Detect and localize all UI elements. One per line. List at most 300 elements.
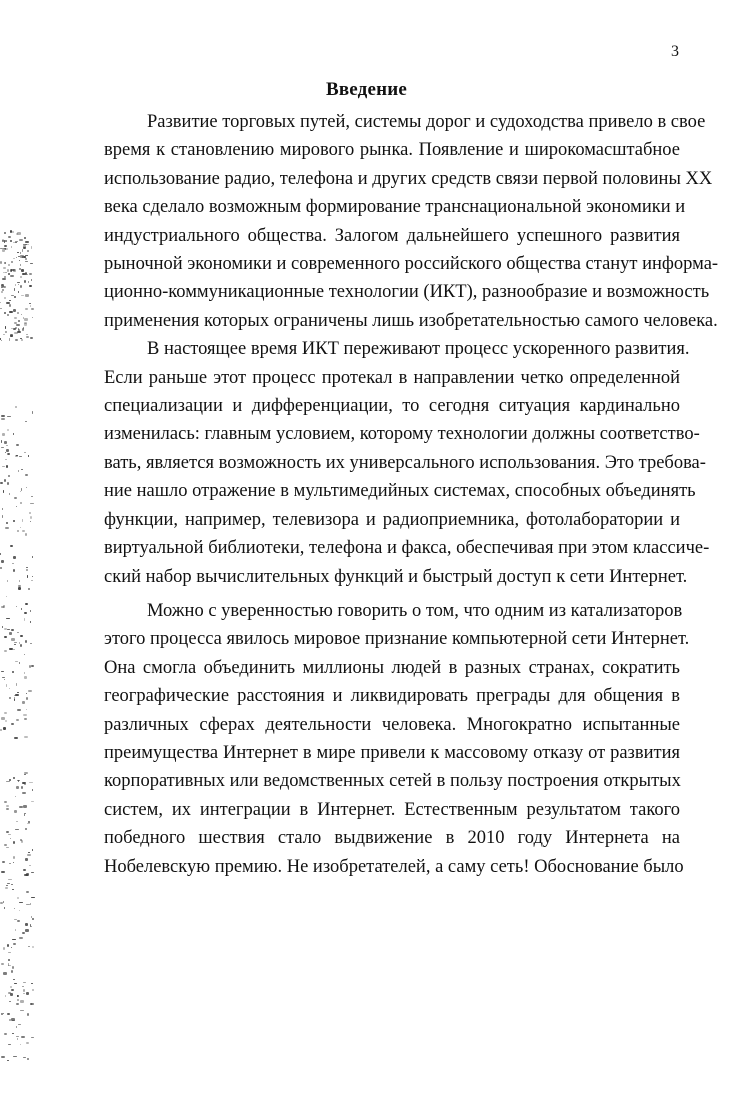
scan-speckle — [26, 709, 27, 711]
scan-speckle — [3, 267, 6, 268]
scan-speckle — [25, 294, 29, 297]
scan-speckle — [15, 406, 17, 408]
scan-speckle — [11, 989, 14, 991]
scan-speckle — [31, 1003, 35, 1005]
scan-speckle — [25, 533, 27, 536]
scan-speckle — [24, 676, 28, 679]
scan-speckle — [24, 736, 28, 738]
scan-speckle — [13, 856, 16, 859]
text-line: корпоративных или ведомственных сетей в пользу построения открытых — [104, 771, 681, 792]
scan-speckle — [24, 784, 26, 785]
scan-speckle — [7, 1060, 9, 1062]
scan-speckle — [7, 629, 11, 631]
body-text — [104, 108, 719, 881]
scan-speckle — [18, 320, 20, 323]
scan-speckle — [32, 556, 34, 558]
scan-speckle — [9, 863, 11, 864]
scan-speckle — [31, 496, 33, 497]
scan-speckle — [8, 264, 11, 266]
scan-speckle — [5, 720, 7, 721]
scan-speckle — [10, 838, 11, 839]
scan-speckle — [30, 610, 32, 612]
scan-speckle — [20, 502, 23, 504]
scan-speckle — [30, 621, 31, 623]
scan-speckle — [30, 516, 32, 519]
scan-speckle — [3, 947, 5, 949]
scan-speckle — [20, 1044, 21, 1045]
scan-speckle — [6, 522, 8, 524]
scan-speckle — [17, 999, 18, 1002]
scan-speckle — [16, 719, 19, 722]
text-line: время к становлению мирового рынка. Появление и широкомасштабное — [104, 140, 680, 161]
scan-speckle — [13, 777, 16, 778]
scan-speckle — [24, 672, 25, 674]
scan-speckle — [32, 576, 33, 578]
scan-speckle — [23, 805, 27, 808]
scan-speckle — [18, 1024, 21, 1025]
scan-speckle — [12, 563, 14, 564]
scan-speckle — [5, 272, 7, 274]
scan-speckle — [17, 709, 21, 711]
scan-speckle — [17, 897, 19, 899]
scan-speckle — [27, 1058, 29, 1060]
scan-speckle — [3, 605, 4, 608]
scan-speckle — [23, 982, 26, 983]
scan-speckle — [16, 506, 18, 507]
text-line: этого процесса явилось мировое признание компьютерной сети Интернет. — [104, 629, 690, 650]
scan-speckle — [0, 482, 3, 484]
scan-speckle — [3, 727, 6, 730]
scan-speckle — [28, 455, 29, 457]
scan-speckle — [26, 697, 28, 700]
scan-speckle — [0, 261, 2, 263]
scan-speckle — [7, 482, 9, 485]
scan-speckle — [22, 519, 23, 522]
scan-speckle — [19, 456, 22, 457]
scan-speckle — [28, 690, 31, 693]
scan-speckle — [20, 264, 21, 266]
scan-speckle — [23, 993, 25, 994]
scan-speckle — [1, 284, 4, 286]
scan-speckle — [13, 943, 17, 945]
scan-speckle — [5, 459, 7, 461]
scan-speckle — [32, 411, 33, 414]
paragraph-3 — [104, 597, 690, 881]
scan-speckle — [10, 230, 12, 233]
scan-speckle — [14, 296, 16, 298]
scan-speckle — [24, 452, 26, 453]
scan-speckle — [0, 729, 2, 731]
scan-speckle — [14, 695, 16, 696]
scan-speckle — [32, 946, 35, 947]
scan-edge-artifacts — [0, 0, 40, 1100]
scan-speckle — [12, 1020, 15, 1021]
scan-speckle — [15, 929, 17, 931]
scan-speckle — [18, 329, 21, 332]
scan-speckle — [21, 295, 24, 296]
scan-speckle — [6, 618, 10, 620]
scan-speckle — [26, 873, 30, 875]
scan-speckle — [28, 281, 29, 283]
scan-speckle — [32, 989, 35, 992]
scan-speckle — [31, 1037, 34, 1038]
scan-speckle — [12, 889, 14, 890]
scan-speckle — [13, 520, 16, 522]
scan-speckle — [12, 966, 15, 969]
scan-speckle — [2, 278, 6, 280]
scan-speckle — [7, 416, 11, 417]
scan-speckle — [11, 723, 14, 725]
scan-speckle — [31, 926, 32, 928]
scan-speckle — [20, 1000, 24, 1003]
scan-speckle — [21, 269, 24, 272]
scan-speckle — [26, 336, 30, 338]
scan-speckle — [21, 314, 22, 315]
scan-speckle — [16, 606, 17, 608]
scan-speckle — [25, 474, 28, 476]
scan-speckle — [7, 1013, 10, 1015]
scan-speckle — [14, 642, 17, 644]
scan-speckle — [27, 823, 30, 824]
scan-speckle — [15, 339, 19, 341]
scan-speckle — [10, 986, 12, 988]
scan-speckle — [24, 718, 26, 720]
scan-speckle — [9, 338, 10, 341]
scan-speckle — [13, 328, 16, 330]
text-line: ский набор вычислительных функций и быстрый доступ к сети Интернет. — [104, 566, 688, 587]
scan-speckle — [27, 250, 29, 252]
scan-speckle — [15, 242, 17, 243]
scan-speckle — [14, 908, 15, 909]
section-title: Введение — [325, 79, 408, 100]
scan-speckle — [9, 311, 13, 313]
scan-speckle — [13, 1056, 16, 1057]
scan-speckle — [14, 332, 18, 334]
scan-speckle — [15, 284, 16, 286]
scan-speckle — [16, 786, 19, 789]
scan-speckle — [22, 249, 24, 252]
scan-speckle — [24, 774, 26, 775]
scan-speckle — [4, 312, 6, 315]
scan-speckle — [31, 308, 34, 310]
scan-speckle — [24, 612, 27, 614]
scan-speckle — [13, 309, 17, 312]
scan-speckle — [2, 861, 5, 862]
scan-speckle — [4, 297, 6, 299]
scan-speckle — [19, 806, 23, 808]
scan-speckle — [26, 992, 30, 995]
scan-speckle — [19, 910, 20, 911]
scan-speckle — [31, 801, 34, 802]
scan-speckle — [1, 871, 5, 873]
scan-speckle — [7, 883, 10, 884]
scan-speckle — [12, 671, 15, 673]
scan-speckle — [2, 515, 3, 518]
scan-speckle — [11, 328, 13, 330]
scan-speckle — [25, 272, 27, 275]
scan-speckle — [31, 897, 35, 898]
scan-speckle — [8, 475, 10, 477]
scan-speckle — [3, 334, 5, 335]
scan-speckle — [7, 580, 8, 583]
scan-speckle — [9, 493, 11, 496]
scan-speckle — [16, 1003, 19, 1005]
scan-speckle — [13, 862, 14, 863]
scan-speckle — [17, 692, 20, 693]
scan-speckle — [8, 1044, 11, 1045]
scan-speckle — [26, 567, 28, 568]
scan-speckle — [17, 1038, 18, 1041]
scan-speckle — [2, 289, 4, 290]
scan-speckle — [25, 923, 28, 926]
scan-speckle — [5, 262, 6, 264]
scan-speckle — [23, 869, 26, 871]
scan-speckle — [22, 792, 26, 794]
scan-speckle — [9, 1001, 10, 1002]
scan-speckle — [23, 1057, 26, 1059]
scan-speckle — [19, 642, 20, 644]
scan-speckle — [0, 302, 1, 303]
scan-speckle — [23, 714, 27, 716]
text-line: В настоящее время ИКТ переживают процесс ускоренного развития. — [147, 339, 690, 360]
scan-speckle — [9, 648, 13, 650]
scan-speckle — [15, 661, 18, 662]
scan-speckle — [16, 324, 19, 326]
text-line: вать, является возможность их универсального использования. Это требова- — [104, 452, 706, 473]
scan-speckle — [13, 433, 14, 435]
scan-speckle — [5, 527, 9, 529]
text-line: Если раньше этот процесс протекал в направлении четко определенной — [104, 367, 680, 388]
scan-speckle — [24, 322, 27, 324]
scan-speckle — [22, 530, 24, 532]
scan-speckle — [32, 789, 33, 791]
scan-speckle — [24, 813, 26, 814]
scan-speckle — [14, 983, 17, 984]
text-line: века сделало возможным формирование транснациональной экономики и — [104, 197, 686, 218]
scan-speckle — [7, 453, 10, 454]
scan-speckle — [16, 444, 19, 446]
text-line: специализации и дифференциации, то сегодня ситуация кардинально — [104, 396, 680, 417]
scan-speckle — [17, 632, 19, 634]
scan-speckle — [25, 828, 27, 831]
scan-speckle — [13, 569, 15, 572]
scan-speckle — [13, 979, 15, 981]
scan-speckle — [28, 852, 31, 853]
scan-speckle — [22, 328, 24, 331]
text-line: использование радио, телефона и других средств связи первой половины XX — [104, 168, 713, 189]
scan-speckle — [24, 814, 25, 816]
scan-speckle — [25, 241, 29, 243]
scan-speckle — [14, 737, 18, 739]
scan-speckle — [21, 608, 22, 610]
scan-speckle — [29, 782, 33, 783]
scan-speckle — [31, 665, 34, 667]
scan-speckle — [4, 907, 5, 910]
text-line: функции, например, телевизора и радиоприемника, фотолаборатории и — [104, 509, 680, 530]
scan-speckle — [3, 972, 7, 975]
scan-speckle — [7, 944, 9, 946]
scan-speckle — [17, 312, 20, 314]
scan-speckle — [28, 946, 30, 948]
scan-speckle — [19, 580, 20, 582]
text-line: виртуальной библиотеки, телефона и факса, обеспечивая при этом классиче- — [104, 538, 710, 559]
scan-speckle — [26, 1042, 29, 1044]
scan-speckle — [18, 780, 19, 782]
text-line: преимущества Интернет в мире привели к массовому отказу от развития — [104, 742, 680, 763]
scan-speckle — [32, 317, 33, 319]
scan-speckle — [15, 796, 17, 797]
scan-speckle — [23, 989, 25, 991]
scan-speckle — [19, 662, 20, 664]
scan-speckle — [11, 629, 14, 631]
text-line: систем, их интеграции в Интернет. Естественным результатом такого — [104, 799, 680, 820]
scan-speckle — [1, 717, 5, 720]
scan-speckle — [20, 1010, 24, 1011]
scan-speckle — [20, 252, 21, 254]
scan-speckle — [17, 995, 19, 997]
scan-speckle — [4, 1033, 7, 1035]
scan-speckle — [0, 553, 1, 555]
scan-speckle — [26, 487, 27, 489]
scan-speckle — [20, 338, 22, 340]
scan-speckle — [14, 288, 15, 291]
scan-speckle — [22, 701, 25, 704]
text-line: ционно-коммуникационные технологии (ИКТ), разнообразие и возможность — [104, 282, 710, 303]
scan-speckle — [4, 712, 7, 714]
scan-speckle — [25, 640, 27, 643]
scan-speckle — [4, 248, 7, 250]
scan-speckle — [6, 805, 9, 807]
text-line: изменилась: главным условием, которому технологии должны соответство- — [104, 424, 700, 445]
scan-speckle — [26, 891, 29, 893]
scan-speckle — [26, 693, 27, 694]
scan-speckle — [12, 1033, 14, 1034]
scan-speckle — [5, 995, 7, 998]
scan-speckle — [24, 618, 26, 620]
scan-speckle — [7, 269, 9, 272]
scan-speckle — [4, 232, 6, 234]
scan-speckle — [18, 587, 22, 590]
scan-speckle — [27, 575, 29, 578]
scan-speckle — [7, 314, 9, 316]
scan-speckle — [11, 970, 13, 973]
scan-speckle — [14, 497, 17, 499]
text-line: Развитие торговых путей, системы дорог и судоходства привело в свое — [147, 112, 706, 132]
scan-speckle — [5, 326, 6, 329]
scan-speckle — [13, 269, 16, 272]
scan-speckle — [4, 650, 7, 653]
scan-speckle — [8, 236, 11, 238]
scan-speckle — [16, 821, 18, 822]
scan-speckle — [19, 937, 23, 940]
scan-speckle — [20, 635, 23, 637]
scan-speckle — [4, 441, 7, 444]
paragraph-2 — [104, 335, 710, 591]
scan-speckle — [6, 684, 8, 687]
scan-speckle — [25, 421, 28, 423]
scan-speckle — [18, 470, 19, 472]
scan-speckle — [17, 530, 19, 532]
scan-speckle — [1, 447, 4, 448]
scan-speckle — [1, 415, 5, 417]
scan-speckle — [27, 1013, 30, 1016]
scan-speckle — [29, 512, 31, 514]
scan-speckle — [29, 273, 32, 276]
scan-speckle — [11, 261, 13, 264]
scan-speckle — [29, 285, 32, 287]
scan-speckle — [23, 245, 26, 248]
scan-speckle — [2, 433, 6, 436]
scan-speckle — [31, 279, 33, 281]
scan-speckle — [20, 285, 21, 288]
scan-speckle — [6, 808, 8, 810]
text-line: Нобелевскую премию. Не изобретателей, а саму сеть! Обоснование было — [104, 856, 684, 877]
scan-speckle — [6, 449, 9, 452]
scan-speckle — [2, 466, 6, 467]
scan-speckle — [11, 947, 12, 948]
scan-speckle — [25, 308, 28, 310]
scan-speckle — [10, 545, 13, 547]
scan-speckle — [30, 521, 31, 522]
text-line: рыночной экономики и современного российского общества станут информа- — [104, 254, 719, 275]
scan-speckle — [25, 929, 29, 932]
scan-speckle — [10, 334, 14, 336]
scan-speckle — [13, 649, 15, 651]
scan-speckle — [31, 580, 33, 581]
scan-speckle — [6, 781, 10, 782]
text-line: применения которых ограничены лишь изобретательностью самого человека. — [104, 310, 718, 331]
scan-speckle — [20, 276, 22, 278]
scan-speckle — [3, 901, 5, 902]
scan-speckle — [8, 834, 11, 835]
scan-speckle — [18, 291, 19, 293]
page-number: 3 — [671, 43, 679, 60]
text-line: победного шествия стало выдвижение в 2010 году Интернета на — [104, 828, 680, 849]
scan-speckle — [4, 636, 7, 638]
scan-speckle — [31, 872, 35, 873]
scan-speckle — [26, 569, 28, 571]
scan-speckle — [30, 643, 33, 644]
scan-speckle — [16, 1026, 17, 1028]
scan-speckle — [24, 318, 27, 320]
scan-speckle — [13, 841, 15, 844]
scan-speckle — [22, 986, 24, 987]
scan-speckle — [13, 556, 17, 559]
scan-speckle — [6, 885, 8, 886]
scan-speckle — [1, 291, 3, 293]
scan-speckle — [32, 849, 34, 852]
scan-speckle — [3, 490, 4, 493]
scan-speckle — [11, 884, 13, 886]
scan-speckle — [21, 1036, 25, 1037]
scan-speckle — [25, 261, 28, 262]
scan-speckle — [11, 638, 15, 641]
scan-speckle — [8, 879, 12, 880]
scan-speckle — [6, 847, 9, 848]
scan-speckle — [8, 959, 10, 961]
scan-speckle — [6, 831, 9, 833]
scan-speckle — [29, 665, 30, 668]
scan-speckle — [9, 304, 11, 307]
scan-speckle — [11, 295, 14, 296]
scan-speckle — [10, 240, 12, 242]
scan-speckle — [7, 429, 9, 431]
scan-speckle — [18, 284, 19, 286]
scan-speckle — [1, 440, 3, 443]
scan-speckle — [16, 455, 18, 456]
scan-speckle — [24, 237, 26, 239]
scan-speckle — [14, 317, 17, 320]
